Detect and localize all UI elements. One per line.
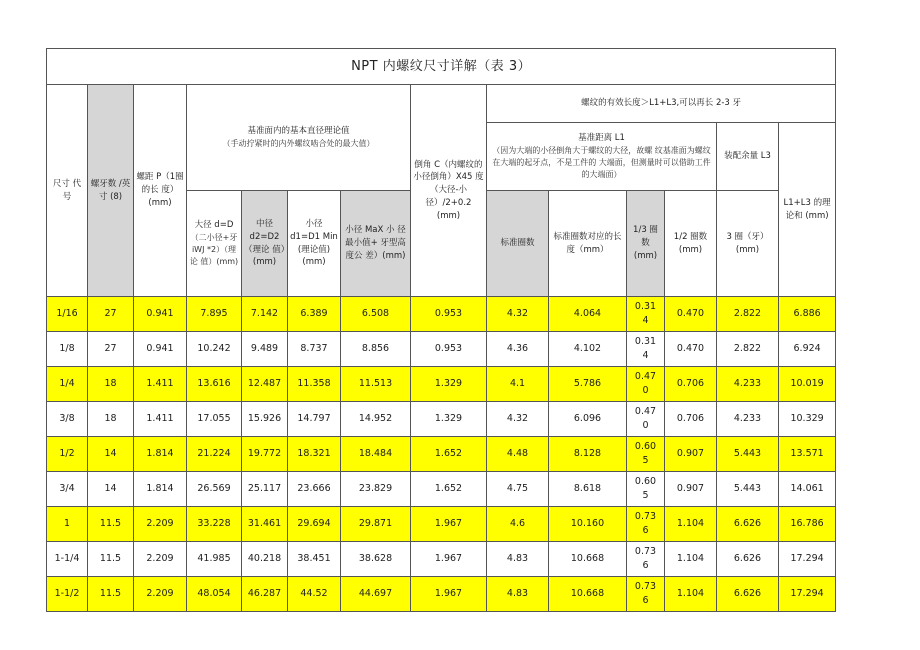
- cell-size: 1-1/2: [47, 577, 88, 612]
- cell-std-turns: 4.32: [487, 402, 549, 437]
- table-row: [47, 332, 836, 367]
- cell-l3: 5.443: [717, 472, 779, 507]
- cell-l1-l3-sum: 17.294: [779, 542, 836, 577]
- basic-group-title: 基准面内的基本直径理论值: [247, 126, 350, 137]
- cell-std-length: 10.668: [549, 577, 627, 612]
- cell-std-length: 8.128: [549, 437, 627, 472]
- third-turns-line-2: 4: [642, 350, 649, 361]
- cell-l1-l3-sum: 10.329: [779, 402, 836, 437]
- cell-std-turns: 4.1: [487, 367, 549, 402]
- cell-half-turns: 0.907: [665, 437, 717, 472]
- cell-std-length: 6.096: [549, 402, 627, 437]
- cell-size: 1/2: [47, 437, 88, 472]
- cell-std-turns: 4.75: [487, 472, 549, 507]
- third-turns-line-1: 0.31: [634, 301, 657, 312]
- cell-major: 21.224: [187, 437, 242, 472]
- cell-minor-max: 8.856: [341, 332, 411, 367]
- cell-size: 1/8: [47, 332, 88, 367]
- cell-tpi: 14: [88, 472, 134, 507]
- cell-half-turns: 1.104: [665, 542, 717, 577]
- third-turns-line-2: 0: [642, 420, 649, 431]
- cell-major: 26.569: [187, 472, 242, 507]
- third-turns-line-2: 0: [642, 385, 649, 396]
- cell-pitch-diameter: 46.287: [242, 577, 288, 612]
- cell-l1-l3-sum: 6.886: [779, 297, 836, 332]
- cell-third-turns: [627, 542, 665, 577]
- cell-half-turns: 1.104: [665, 507, 717, 542]
- cell-half-turns: 0.706: [665, 402, 717, 437]
- cell-pitch: 0.941: [134, 297, 187, 332]
- cell-major: 33.228: [187, 507, 242, 542]
- header-effective-length: 螺纹的有效长度＞L1+L3,可以再长 2-3 牙: [487, 85, 836, 123]
- cell-tpi: 11.5: [88, 577, 134, 612]
- cell-pitch-diameter: 9.489: [242, 332, 288, 367]
- cell-std-turns: 4.32: [487, 297, 549, 332]
- cell-minor-max: 38.628: [341, 542, 411, 577]
- cell-major: 17.055: [187, 402, 242, 437]
- cell-minor-max: 11.513: [341, 367, 411, 402]
- cell-tpi: 11.5: [88, 507, 134, 542]
- l1-group-note: （因为大端的小径倒角大于螺纹的大径，故螺 纹基准面为螺纹在大端的起牙点，不是工件的 大端面，但测量时可以借助工件的大端面）: [492, 145, 711, 179]
- cell-pitch-diameter: 40.218: [242, 542, 288, 577]
- cell-pitch: 2.209: [134, 507, 187, 542]
- header-basic-diameter-group: [187, 85, 411, 191]
- table-row: [47, 437, 836, 472]
- cell-std-length: 5.786: [549, 367, 627, 402]
- cell-half-turns: 0.706: [665, 367, 717, 402]
- third-turns-line-2: 5: [642, 455, 649, 466]
- cell-l1-l3-sum: 13.571: [779, 437, 836, 472]
- cell-minor: 6.389: [288, 297, 341, 332]
- cell-size: 1-1/4: [47, 542, 88, 577]
- cell-half-turns: 1.104: [665, 577, 717, 612]
- cell-minor: 23.666: [288, 472, 341, 507]
- cell-chamfer: 1.329: [411, 402, 487, 437]
- major-note: （二小径+牙 iWJ *2）（理 论 值）(mm): [189, 232, 239, 266]
- third-turns-line-1: 0.73: [634, 511, 657, 522]
- cell-minor: 29.694: [288, 507, 341, 542]
- cell-std-turns: 4.36: [487, 332, 549, 367]
- cell-l3: 4.233: [717, 367, 779, 402]
- third-turns-line-2: 4: [642, 315, 649, 326]
- cell-pitch-diameter: 31.461: [242, 507, 288, 542]
- l1-group-title: 基准距离 L1: [578, 133, 625, 144]
- cell-third-turns: [627, 577, 665, 612]
- cell-chamfer: 1.967: [411, 577, 487, 612]
- cell-pitch: 1.814: [134, 437, 187, 472]
- cell-l3: 6.626: [717, 507, 779, 542]
- cell-pitch-diameter: 7.142: [242, 297, 288, 332]
- cell-minor: 18.321: [288, 437, 341, 472]
- cell-pitch: 1.814: [134, 472, 187, 507]
- header-l3-group: 装配余量 L3: [717, 123, 779, 191]
- cell-l3: 2.822: [717, 332, 779, 367]
- header-major-diameter: [187, 191, 242, 297]
- cell-pitch: 1.411: [134, 402, 187, 437]
- cell-half-turns: 0.470: [665, 297, 717, 332]
- cell-minor-max: 44.697: [341, 577, 411, 612]
- cell-chamfer: 0.953: [411, 332, 487, 367]
- third-turns-line-1: 0.73: [634, 581, 657, 592]
- cell-size: 1: [47, 507, 88, 542]
- cell-third-turns: [627, 437, 665, 472]
- table-row: [47, 367, 836, 402]
- cell-minor-max: 29.871: [341, 507, 411, 542]
- cell-std-turns: 4.83: [487, 542, 549, 577]
- cell-pitch-diameter: 15.926: [242, 402, 288, 437]
- header-std-length: 标准圈数对应的长度（mm）: [549, 191, 627, 297]
- cell-minor-max: 23.829: [341, 472, 411, 507]
- cell-l1-l3-sum: 6.924: [779, 332, 836, 367]
- table-row: [47, 402, 836, 437]
- third-turns-line-1: 0.47: [634, 371, 657, 382]
- cell-tpi: 18: [88, 367, 134, 402]
- cell-size: 3/8: [47, 402, 88, 437]
- cell-chamfer: 1.652: [411, 437, 487, 472]
- table-row: [47, 297, 836, 332]
- cell-chamfer: 1.967: [411, 507, 487, 542]
- third-turns-line-1: 0.60: [634, 441, 657, 452]
- cell-minor: 14.797: [288, 402, 341, 437]
- header-size: 尺寸 代号: [47, 85, 88, 297]
- cell-half-turns: 0.907: [665, 472, 717, 507]
- cell-l3: 2.822: [717, 297, 779, 332]
- cell-std-length: 10.160: [549, 507, 627, 542]
- cell-major: 48.054: [187, 577, 242, 612]
- table-row: [47, 472, 836, 507]
- cell-tpi: 11.5: [88, 542, 134, 577]
- cell-pitch: 2.209: [134, 542, 187, 577]
- cell-third-turns: [627, 507, 665, 542]
- header-l3-value: 3 圈（牙）(mm): [717, 191, 779, 297]
- npt-thread-table: [46, 48, 836, 612]
- cell-major: 7.895: [187, 297, 242, 332]
- cell-std-turns: 4.6: [487, 507, 549, 542]
- table-row: [47, 542, 836, 577]
- table-row: [47, 577, 836, 612]
- cell-minor: 8.737: [288, 332, 341, 367]
- cell-major: 41.985: [187, 542, 242, 577]
- cell-pitch: 0.941: [134, 332, 187, 367]
- cell-major: 13.616: [187, 367, 242, 402]
- cell-major: 10.242: [187, 332, 242, 367]
- cell-pitch-diameter: 12.487: [242, 367, 288, 402]
- cell-size: 3/4: [47, 472, 88, 507]
- cell-pitch-diameter: 25.117: [242, 472, 288, 507]
- cell-tpi: 18: [88, 402, 134, 437]
- cell-third-turns: [627, 402, 665, 437]
- basic-group-note: （手动拧紧时的内外螺纹啮合处的最大值）: [222, 138, 375, 148]
- cell-tpi: 14: [88, 437, 134, 472]
- third-turns-line-2: 5: [642, 490, 649, 501]
- cell-std-turns: 4.83: [487, 577, 549, 612]
- cell-l3: 5.443: [717, 437, 779, 472]
- cell-chamfer: 1.652: [411, 472, 487, 507]
- header-minor-diameter: 小径 d1=D1 Min (理论值) (mm): [288, 191, 341, 297]
- cell-third-turns: [627, 367, 665, 402]
- third-turns-line-1: 0.47: [634, 406, 657, 417]
- cell-std-length: 8.618: [549, 472, 627, 507]
- cell-chamfer: 0.953: [411, 297, 487, 332]
- cell-l3: 4.233: [717, 402, 779, 437]
- major-title: 大径 d=D: [194, 220, 234, 231]
- cell-l3: 6.626: [717, 542, 779, 577]
- cell-pitch: 2.209: [134, 577, 187, 612]
- header-third-turns: 1/3 圈数 (mm): [627, 191, 665, 297]
- table-title: NPT 内螺纹尺寸详解（表 3）: [47, 49, 836, 85]
- cell-minor-max: 6.508: [341, 297, 411, 332]
- third-turns-line-2: 6: [642, 595, 649, 606]
- header-l1-plus-l3: L1+L3 的理论和 (mm): [779, 123, 836, 297]
- cell-l1-l3-sum: 10.019: [779, 367, 836, 402]
- cell-minor-max: 18.484: [341, 437, 411, 472]
- cell-third-turns: [627, 332, 665, 367]
- cell-third-turns: [627, 472, 665, 507]
- cell-third-turns: [627, 297, 665, 332]
- cell-std-turns: 4.48: [487, 437, 549, 472]
- cell-minor: 38.451: [288, 542, 341, 577]
- header-chamfer: 倒角 C（内螺纹的小径倒角）X45 度（大径-小径）/2+0.2 (mm): [411, 85, 487, 297]
- header-half-turns: 1/2 圈数 (mm): [665, 191, 717, 297]
- cell-l1-l3-sum: 16.786: [779, 507, 836, 542]
- header-l1-group: [487, 123, 717, 191]
- cell-chamfer: 1.329: [411, 367, 487, 402]
- cell-std-length: 4.102: [549, 332, 627, 367]
- third-turns-line-2: 6: [642, 525, 649, 536]
- cell-std-length: 10.668: [549, 542, 627, 577]
- cell-tpi: 27: [88, 297, 134, 332]
- cell-minor: 44.52: [288, 577, 341, 612]
- cell-pitch: 1.411: [134, 367, 187, 402]
- third-turns-line-1: 0.31: [634, 336, 657, 347]
- table-body: [47, 297, 836, 612]
- header-pitch: 螺距 P（1圈的长 度）(mm): [134, 85, 187, 297]
- cell-chamfer: 1.967: [411, 542, 487, 577]
- header-tpi: 螺牙数 /英寸 (8): [88, 85, 134, 297]
- header-minor-max: 小径 MaX 小 径最小值+ 牙型高度公 差）(mm): [341, 191, 411, 297]
- cell-l1-l3-sum: 17.294: [779, 577, 836, 612]
- third-turns-line-2: 6: [642, 560, 649, 571]
- cell-pitch-diameter: 19.772: [242, 437, 288, 472]
- cell-l3: 6.626: [717, 577, 779, 612]
- table-row: [47, 507, 836, 542]
- third-turns-line-1: 0.73: [634, 546, 657, 557]
- cell-tpi: 27: [88, 332, 134, 367]
- header-pitch-diameter: 中径 d2=D2（理论 值）(mm): [242, 191, 288, 297]
- header-std-turns: 标准圈数: [487, 191, 549, 297]
- cell-size: 1/16: [47, 297, 88, 332]
- cell-minor: 11.358: [288, 367, 341, 402]
- cell-std-length: 4.064: [549, 297, 627, 332]
- cell-l1-l3-sum: 14.061: [779, 472, 836, 507]
- cell-size: 1/4: [47, 367, 88, 402]
- cell-half-turns: 0.470: [665, 332, 717, 367]
- third-turns-line-1: 0.60: [634, 476, 657, 487]
- cell-minor-max: 14.952: [341, 402, 411, 437]
